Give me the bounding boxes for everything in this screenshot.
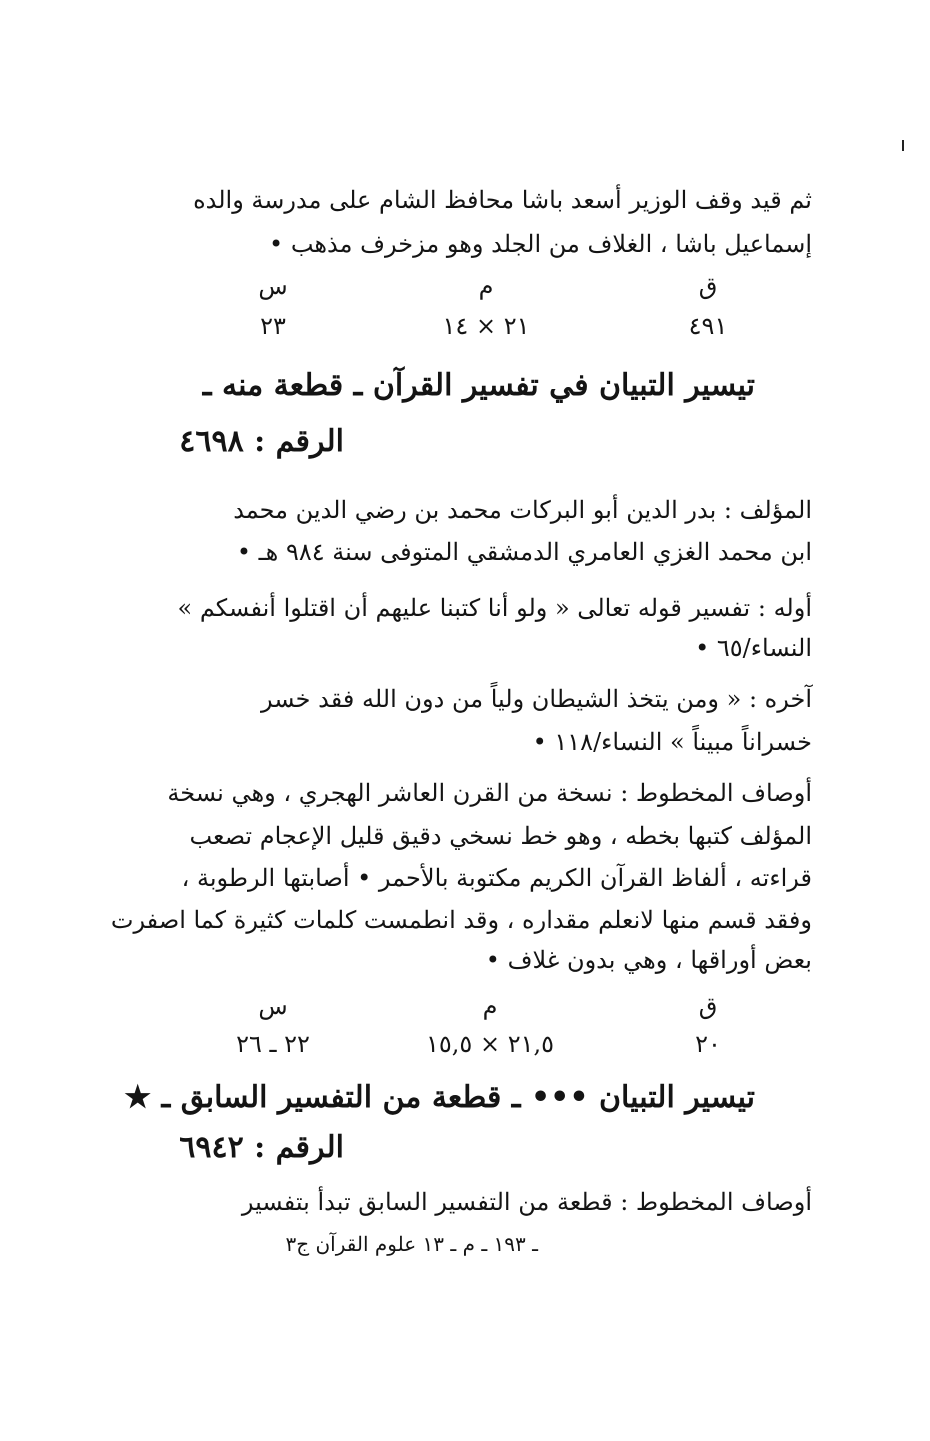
incipit-line-2: النساء/٦٥ • [695, 634, 812, 662]
measure-value-size: ٢١ × ١٤ [442, 312, 530, 340]
description-line-1: أوصاف المخطوط : نسخة من القرن العاشر الهجري ، وهي نسخة [167, 779, 812, 807]
measure-header-lines: س [258, 272, 288, 300]
measure-header-leaves: ق [698, 272, 718, 300]
measure-value-size: ٢١,٥ × ١٥,٥ [426, 1030, 554, 1058]
continuation-line-1: ثم قيد وقف الوزير أسعد باشا محافظ الشام على مدرسة والده [193, 186, 812, 214]
measure-value-leaves: ٤٩١ [688, 312, 728, 340]
margin-mark [902, 140, 904, 151]
entry-number: الرقم : ٤٦٩٨ [179, 424, 344, 459]
entry-title: تيسير التبيان في تفسير القرآن ـ قطعة منه ـ [202, 368, 755, 403]
description-line-1: أوصاف المخطوط : قطعة من التفسير السابق تبدأ بتفسير [241, 1188, 812, 1216]
measure-value-lines: ٢٢ ـ ٢٦ [236, 1030, 310, 1058]
description-line-3: قراءته ، ألفاظ القرآن الكريم مكتوبة بالأحمر • أصابتها الرطوبة ، [181, 864, 812, 892]
entry-title: تيسير التبيان ••• ـ قطعة من التفسير السابق ـ ★ [124, 1080, 755, 1115]
measure-value-leaves: ٢٠ [695, 1030, 721, 1058]
page-footer: ـ ١٩٣ ـ م ـ ١٣ علوم القرآن ج٣ [285, 1232, 538, 1256]
continuation-line-2: إسماعيل باشا ، الغلاف من الجلد وهو مزخرف مذهب • [269, 230, 812, 258]
explicit-line-2: خسراناً مبيناً » النساء/١١٨ • [532, 728, 812, 756]
entry-number: الرقم : ٦٩٤٢ [179, 1130, 344, 1165]
incipit-line-1: أوله : تفسير قوله تعالى « ولو أنا كتبنا عليهم أن اقتلوا أنفسكم » [177, 594, 812, 622]
author-line-2: ابن محمد الغزي العامري الدمشقي المتوفى سنة ٩٨٤ هـ • [236, 538, 812, 566]
author-line-1: المؤلف : بدر الدين أبو البركات محمد بن رضي الدين محمد [233, 496, 812, 524]
measure-value-lines: ٢٣ [260, 312, 286, 340]
measure-header-lines: س [258, 992, 288, 1020]
measure-header-leaves: ق [698, 992, 718, 1020]
measure-header-size: م [482, 992, 498, 1020]
description-line-2: المؤلف كتبها بخطه ، وهو خط نسخي دقيق قليل الإعجام تصعب [189, 822, 812, 850]
description-line-4: وفقد قسم منها لانعلم مقداره ، وقد انطمست كلمات كثيرة كما اصفرت [110, 906, 812, 934]
explicit-line-1: آخره : « ومن يتخذ الشيطان ولياً من دون الله فقد خسر [261, 685, 812, 713]
description-line-5: بعض أوراقها ، وهي بدون غلاف • [485, 946, 812, 974]
measure-header-size: م [478, 272, 494, 300]
